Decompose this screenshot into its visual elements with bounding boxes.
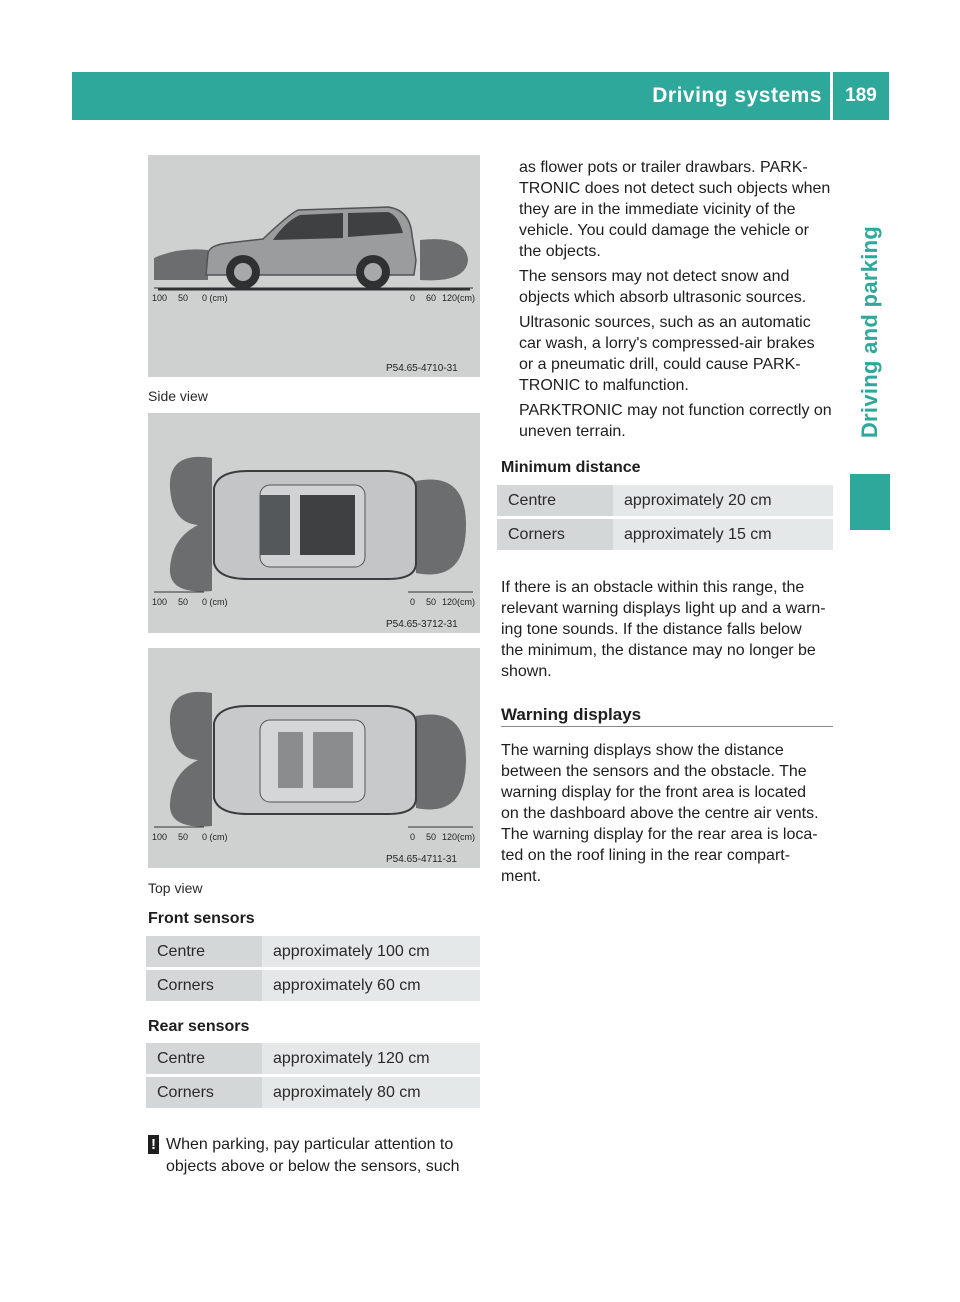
scale-label: 60	[426, 293, 437, 303]
scale-label: 50	[178, 293, 189, 303]
page-number: 189	[845, 85, 877, 106]
scale-label: 50	[426, 832, 437, 842]
paragraph	[519, 312, 849, 396]
text-line: the objects.	[519, 243, 601, 260]
text-line: PARKTRONIC may not function correctly on	[519, 402, 832, 419]
side-tab	[850, 172, 890, 492]
front-sensors-table	[146, 933, 480, 1004]
table-row	[497, 519, 833, 550]
rear-sensor-zone	[420, 239, 468, 280]
figure-reference: P54.65-4711-31	[386, 854, 457, 865]
section-divider	[501, 726, 833, 727]
rear-sensors-heading: Rear sensors	[148, 1018, 250, 1035]
side-tab-marker	[850, 474, 890, 530]
rear-sensor-zone	[416, 714, 466, 809]
text-line: ment.	[501, 868, 542, 885]
scale-label: 100	[152, 832, 168, 842]
paragraph	[501, 577, 841, 682]
scale-label: 0 (cm)	[202, 293, 228, 303]
table-cell-value: approximately 20 cm	[613, 485, 833, 516]
section-title: Driving systems	[652, 84, 822, 107]
minimum-distance-table	[497, 482, 833, 553]
note-line: When parking, pay particular attention to	[166, 1136, 454, 1153]
scale-label: 100	[152, 597, 168, 607]
table-row	[146, 970, 480, 1001]
text-line: The warning display for the rear area is loca-	[501, 826, 818, 843]
text-line: as flower pots or trailer drawbars. PARK-	[519, 159, 808, 176]
text-line: on the dashboard above the centre air vents.	[501, 805, 819, 822]
figure-reference: P54.65-3712-31	[386, 619, 458, 630]
paragraph	[519, 266, 849, 308]
table-cell-value: approximately 120 cm	[262, 1043, 480, 1074]
text-line: vehicle. You could damage the vehicle or	[519, 222, 809, 239]
scale-label: 50	[178, 832, 189, 842]
table-cell-label: Corners	[146, 970, 262, 1001]
table-row	[146, 936, 480, 967]
right-column-text	[519, 157, 849, 446]
scale-label: 100	[152, 293, 168, 303]
paragraph	[519, 157, 849, 262]
table-cell-value: approximately 60 cm	[262, 970, 480, 1001]
figure-top-view-1	[148, 413, 480, 633]
front-sensor-zone	[170, 692, 212, 827]
text-line: TRONIC does not detect such objects when	[519, 180, 831, 197]
minimum-distance-heading: Minimum distance	[501, 459, 641, 476]
scale-label: 50	[178, 597, 189, 607]
scale-label: 0	[410, 597, 416, 607]
text-line: warning display for the front area is located	[501, 784, 807, 801]
rear-sensor-zone	[416, 479, 466, 574]
text-line: car wash, a lorry's compressed-air brakes	[519, 335, 815, 352]
front-sensor-zone	[154, 249, 208, 280]
text-line: TRONIC to malfunction.	[519, 377, 689, 394]
text-line: relevant warning displays light up and a warn-	[501, 600, 826, 617]
front-sensor-zone	[170, 457, 212, 592]
text-line: uneven terrain.	[519, 423, 626, 440]
text-line: If there is an obstacle within this range, the	[501, 579, 805, 596]
text-line: shown.	[501, 663, 552, 680]
vehicle-top-illustration	[214, 706, 416, 814]
text-line: ing tone sounds. If the distance falls below	[501, 621, 802, 638]
figure-top-view-2	[148, 648, 480, 868]
table-cell-value: approximately 15 cm	[613, 519, 833, 550]
table-row	[497, 485, 833, 516]
scale-label: 0	[410, 832, 416, 842]
scale-label: 120(cm)	[442, 832, 476, 842]
scale-label: 120(cm)	[442, 597, 476, 607]
table-cell-label: Centre	[146, 1043, 262, 1074]
side-tab-label: Driving and parking	[857, 225, 882, 439]
table-cell-label: Centre	[146, 936, 262, 967]
figure-side-view	[148, 155, 480, 377]
warning-icon: !	[148, 1135, 159, 1154]
warning-displays-heading: Warning displays	[501, 705, 642, 724]
table-cell-value: approximately 80 cm	[262, 1077, 480, 1108]
table-cell-value: approximately 100 cm	[262, 936, 480, 967]
scale-label: 50	[426, 597, 437, 607]
vehicle-top-illustration	[214, 471, 416, 579]
text-line: ted on the roof lining in the rear compart-	[501, 847, 791, 864]
text-line: or a pneumatic drill, could cause PARK-	[519, 356, 801, 373]
figure-caption: Side view	[148, 388, 208, 404]
text-line: The warning displays show the distance	[501, 742, 784, 759]
scale-label: 0 (cm)	[202, 832, 228, 842]
note-line: objects above or below the sensors, such	[166, 1158, 460, 1175]
table-cell-label: Centre	[497, 485, 613, 516]
rear-sensors-table	[146, 1040, 480, 1111]
table-cell-label: Corners	[146, 1077, 262, 1108]
scale-label: 0	[410, 293, 416, 303]
table-row	[146, 1043, 480, 1074]
front-sensors-heading: Front sensors	[148, 910, 255, 927]
scale-label: 120(cm)	[442, 293, 476, 303]
text-line: The sensors may not detect snow and	[519, 268, 790, 285]
text-line: the minimum, the distance may no longer be	[501, 642, 816, 659]
figure-reference: P54.65-4710-31	[386, 363, 458, 374]
table-row	[146, 1077, 480, 1108]
text-line: Ultrasonic sources, such as an automatic	[519, 314, 811, 331]
table-cell-label: Corners	[497, 519, 613, 550]
paragraph	[519, 400, 849, 442]
text-line: between the sensors and the obstacle. The	[501, 763, 807, 780]
paragraph	[501, 740, 841, 887]
text-line: objects which absorb ultrasonic sources.	[519, 289, 807, 306]
scale-label: 0 (cm)	[202, 597, 228, 607]
text-line: they are in the immediate vicinity of the	[519, 201, 796, 218]
figure-caption: Top view	[148, 880, 203, 896]
